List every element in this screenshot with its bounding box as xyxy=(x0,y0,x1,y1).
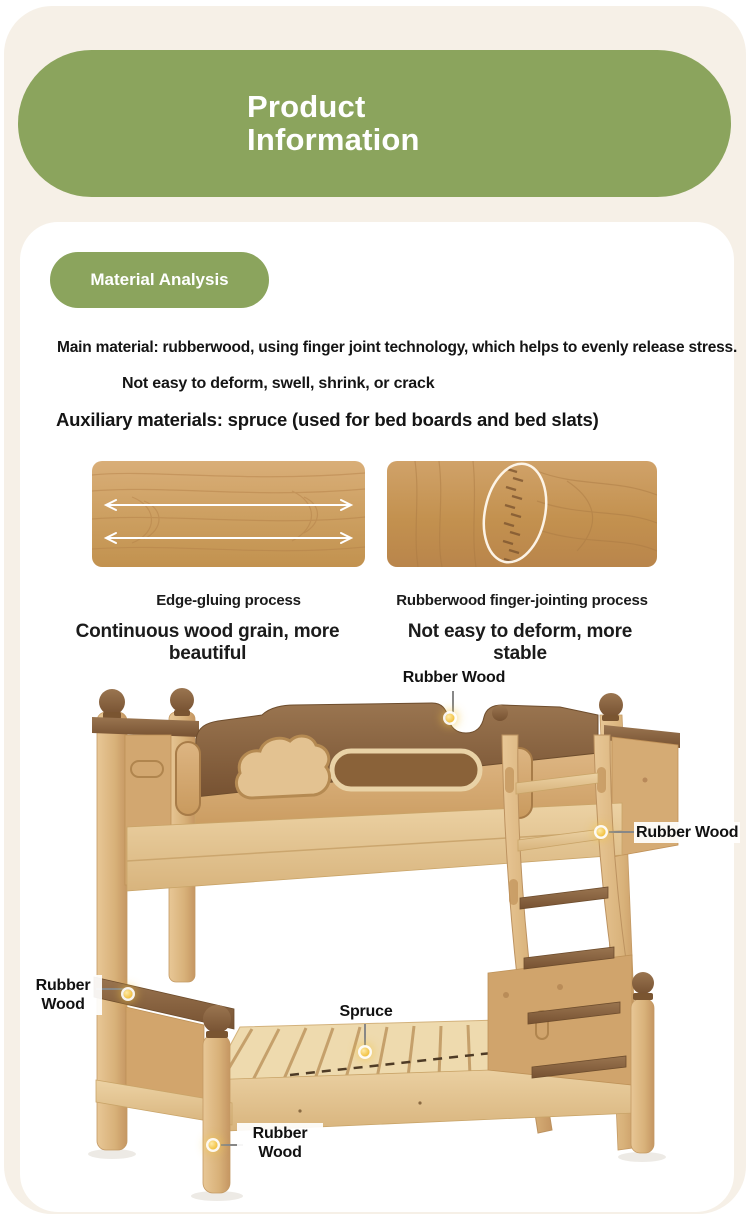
annotation-line-spruce xyxy=(364,1024,366,1046)
material-marker-dot-spruce xyxy=(361,1048,370,1057)
rubber-wood-label-bottom: Rubber Wood xyxy=(237,1123,323,1163)
finger-jointing-caption: Rubberwood finger-jointing process xyxy=(396,592,648,609)
upper-bunk-rails xyxy=(127,703,622,891)
edge-gluing-photo xyxy=(92,461,365,567)
annotation-line-right xyxy=(609,831,634,833)
finger-jointing-benefit: Not easy to deform, more stable xyxy=(407,621,633,664)
page-title-line1: Product xyxy=(247,89,366,124)
auxiliary-material-text: Auxiliary materials: spruce (used for bed boards and bed slats) xyxy=(56,409,599,430)
rubber-wood-label-left: Rubber Wood xyxy=(24,975,102,1015)
finger-jointing-photo xyxy=(387,461,657,567)
rubber-wood-label-right: Rubber Wood xyxy=(636,824,739,841)
edge-gluing-illustration xyxy=(92,461,365,567)
annotation-line-top xyxy=(452,691,454,714)
edge-gluing-caption: Edge-gluing process xyxy=(156,592,301,609)
spruce-label: Spruce xyxy=(333,1001,399,1022)
material-marker-dot-bottom xyxy=(209,1141,218,1150)
floor-shadows xyxy=(88,1149,666,1201)
material-marker-dot-right xyxy=(597,828,606,837)
guardrail-slot-cutout xyxy=(332,751,480,789)
finger-jointing-illustration xyxy=(387,461,657,567)
page-title xyxy=(247,90,420,156)
edge-gluing-benefit: Continuous wood grain, more beautiful xyxy=(75,621,340,664)
material-property-text: Not easy to deform, swell, shrink, or crack xyxy=(122,375,435,392)
material-marker-dot-left xyxy=(124,990,133,999)
material-analysis-badge: Material Analysis xyxy=(50,252,269,308)
rubber-wood-label-top: Rubber Wood xyxy=(400,667,508,688)
material-marker-dot-top xyxy=(446,714,455,723)
page-title-line2: Information xyxy=(247,122,420,157)
main-material-text: Main material: rubberwood, using finger joint technology, which helps to evenly release stress. xyxy=(57,339,738,356)
bunk-bed-illustration xyxy=(0,655,750,1215)
